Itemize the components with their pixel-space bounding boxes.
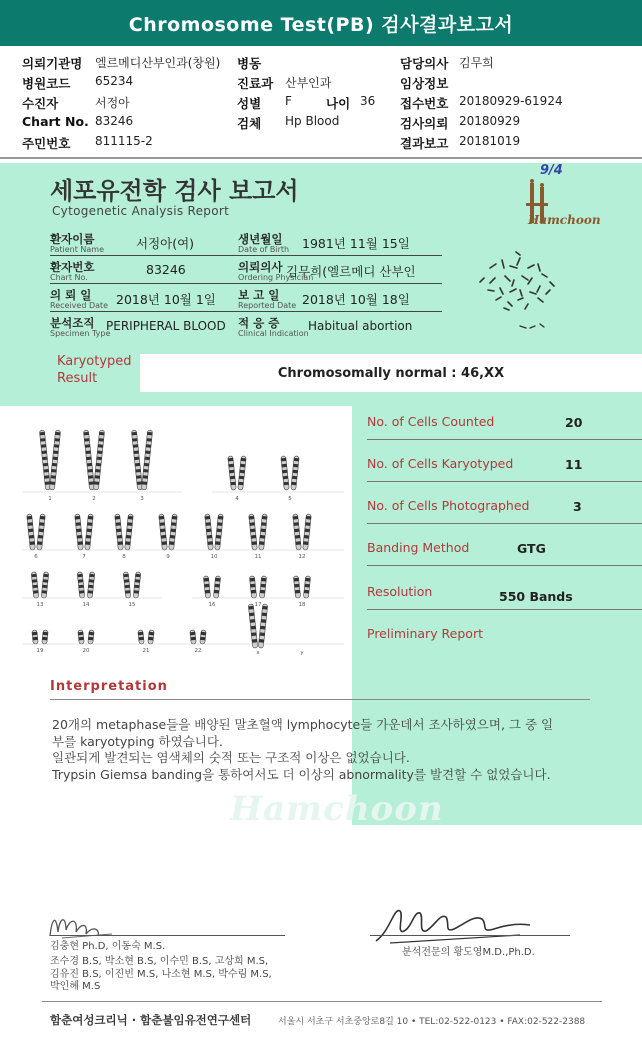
patient-value: 서정아 bbox=[95, 96, 130, 110]
field-divider bbox=[50, 283, 442, 284]
chromosome-number-label: 16 bbox=[208, 602, 216, 608]
stat-divider bbox=[367, 565, 642, 566]
physician-label: 담당의사 bbox=[400, 56, 449, 71]
ordering-physician-label: 의뢰의사 bbox=[238, 260, 283, 274]
chromosome-pair-8 bbox=[115, 514, 134, 550]
chromosome-pair-16 bbox=[203, 576, 220, 598]
report-title-english: Cytogenetic Analysis Report bbox=[52, 204, 230, 218]
chromosome-number-label: 3 bbox=[140, 496, 144, 502]
karyotyped-result-box bbox=[140, 354, 642, 392]
chromosome-number-label: 19 bbox=[36, 648, 44, 654]
chromosome-number-label: 7 bbox=[82, 554, 86, 560]
chromosome-pair-x bbox=[248, 604, 268, 648]
interpretation-text bbox=[52, 717, 592, 783]
chromosome-pair-2 bbox=[83, 430, 104, 490]
chart-no-field-label-en: Chart No. bbox=[50, 273, 88, 282]
accession-value: 20180929-61924 bbox=[459, 94, 563, 108]
metaphase-spread-image bbox=[450, 238, 580, 338]
left-signature-line bbox=[50, 935, 285, 936]
chromosome-pair-21 bbox=[138, 630, 154, 644]
chart-no-label: Chart No. bbox=[22, 114, 89, 129]
stat-label: Resolution bbox=[367, 584, 433, 599]
ward-label: 병동 bbox=[237, 56, 262, 71]
chromosome-pair-13 bbox=[31, 572, 49, 598]
patient-name-label: 환자이름 bbox=[50, 232, 95, 246]
chromosome-pair-14 bbox=[77, 572, 95, 598]
chart-no-value: 83246 bbox=[95, 114, 134, 128]
hospital-code-value: 65234 bbox=[95, 74, 134, 88]
stat-divider bbox=[367, 523, 642, 524]
stat-label: Banding Method bbox=[367, 540, 470, 555]
age-label: 나이 bbox=[326, 96, 351, 111]
chromosome-pair-18 bbox=[293, 576, 310, 598]
chromosome-pair-12 bbox=[293, 514, 312, 550]
stat-cells-photographed bbox=[367, 494, 642, 524]
chromosome-pair-4 bbox=[228, 456, 247, 490]
patient-name-value: 서정아(여) bbox=[136, 236, 195, 251]
info-row-2 bbox=[0, 74, 642, 93]
chromosome-number-label: 17 bbox=[254, 602, 262, 608]
report-title-korean: 세포유전학 검사 보고서 bbox=[50, 177, 299, 205]
specimen-type-value: PERIPHERAL BLOOD bbox=[106, 319, 226, 333]
chromosome-number-label: 12 bbox=[298, 554, 306, 560]
hamchoon-watermark: Hamchoon bbox=[230, 789, 444, 829]
chromosome-number-label: 18 bbox=[298, 602, 306, 608]
staff-line: 김유진 B.S, 이진빈 M.S, 나소현 M.S, 박수림 M.S, bbox=[50, 968, 272, 980]
patient-fields bbox=[50, 231, 442, 343]
request-date-value: 20180929 bbox=[459, 114, 521, 128]
chromosome-number-label: x bbox=[256, 650, 260, 656]
chromosome-number-label: 15 bbox=[128, 602, 136, 608]
sex-label: 성별 bbox=[237, 96, 262, 111]
hospital-code-label: 병원코드 bbox=[22, 76, 71, 91]
karyotyped-label-line2: Result bbox=[57, 371, 98, 386]
result-date-label: 결과보고 bbox=[400, 136, 449, 151]
stat-value: GTG bbox=[517, 541, 546, 556]
field-divider bbox=[50, 255, 442, 256]
stat-cells-counted bbox=[367, 410, 642, 440]
received-date-value: 2018년 10월 1일 bbox=[116, 292, 216, 307]
chromosome-number-label: 21 bbox=[142, 648, 150, 654]
chromosome-number-label: 4 bbox=[235, 496, 239, 502]
interpretation-title: Interpretation bbox=[50, 679, 168, 694]
chromosome-number-label: 13 bbox=[36, 602, 44, 608]
order-info-grid bbox=[0, 50, 642, 160]
chromosome-pair-1 bbox=[39, 430, 60, 490]
info-row-1 bbox=[0, 54, 642, 73]
interpretation-line: 부를 karyotyping 하였습니다. bbox=[52, 733, 223, 749]
stat-label: No. of Cells Photographed bbox=[367, 498, 530, 513]
info-row-3 bbox=[0, 94, 642, 113]
lab-staff-list bbox=[50, 941, 310, 993]
stat-preliminary-report bbox=[367, 622, 642, 652]
clinical-indication-value: Habitual abortion bbox=[308, 319, 413, 333]
ordering-physician-value: 김무희(엘르메디 산부인 bbox=[286, 264, 416, 279]
chromosome-pair-19 bbox=[32, 630, 48, 644]
dob-label: 생년월일 bbox=[238, 232, 283, 246]
sex-value: F bbox=[285, 94, 292, 108]
clinic-address: 서울시 서초구 서초중앙로8길 10 • TEL:02-522-0123 • FAX:02-522-2388 bbox=[278, 1017, 586, 1027]
chromosome-pair-6 bbox=[27, 514, 46, 550]
stat-value: 3 bbox=[573, 499, 582, 514]
chromosome-number-label: 5 bbox=[288, 496, 292, 502]
corner-handwritten-mark: 9/4 bbox=[540, 163, 563, 178]
department-value: 산부인과 bbox=[285, 76, 332, 90]
stat-label: No. of Cells Counted bbox=[367, 414, 495, 429]
chromosome-number-label: 2 bbox=[92, 496, 96, 502]
accession-label: 접수번호 bbox=[400, 96, 449, 111]
age-value: 36 bbox=[360, 94, 376, 108]
right-signature-line bbox=[370, 935, 570, 936]
stat-banding-method bbox=[367, 536, 642, 566]
reported-date-value: 2018년 10월 18일 bbox=[302, 292, 410, 307]
stat-value: 11 bbox=[565, 457, 583, 472]
specimen-type-label: 분석조직 bbox=[50, 316, 95, 330]
physician-value: 김무희 bbox=[459, 56, 494, 70]
chromosome-pair-17 bbox=[249, 576, 266, 598]
stat-label: Preliminary Report bbox=[367, 626, 483, 641]
dob-label-en: Date of Birth bbox=[238, 245, 290, 254]
stat-label: No. of Cells Karyotyped bbox=[367, 456, 514, 471]
stat-divider bbox=[367, 609, 642, 610]
staff-line: 김충현 Ph.D, 이동숙 M.S. bbox=[50, 941, 166, 952]
specimen-type-label-en: Specimen Type bbox=[50, 329, 111, 338]
clinical-info-label: 임상정보 bbox=[400, 76, 449, 91]
chromosome-pair-22 bbox=[190, 630, 206, 644]
karyotyped-result-value: Chromosomally normal : 46,XX bbox=[277, 365, 505, 381]
reported-date-label: 보 고 일 bbox=[238, 288, 280, 302]
interpretation-line: 일관되게 발견되는 염색체의 숫적 또는 구조적 이상은 없었습니다. bbox=[52, 750, 410, 765]
chromosome-number-label: 20 bbox=[82, 648, 90, 654]
chromosome-pair-15 bbox=[123, 572, 141, 598]
karyotyped-label-line1: Karyotyped bbox=[57, 354, 132, 369]
received-date-label-en: Received Date bbox=[50, 301, 109, 310]
right-signature-icon bbox=[370, 901, 550, 949]
chromosome-number-label: 14 bbox=[82, 602, 90, 608]
cytogenetic-report-sheet bbox=[0, 163, 642, 1038]
institution-label: 의뢰기관명 bbox=[22, 56, 83, 71]
hamchoon-logo-text: Hamchoon bbox=[528, 213, 601, 227]
chart-no-field-label: 환자번호 bbox=[50, 260, 95, 274]
chromosome-number-label: 1 bbox=[48, 496, 52, 502]
interpretation-divider bbox=[50, 699, 590, 700]
chromosome-pair-11 bbox=[249, 514, 268, 550]
chromosome-pair-9 bbox=[159, 514, 178, 550]
info-row-5 bbox=[0, 134, 642, 153]
request-date-label: 검사의뢰 bbox=[400, 116, 449, 131]
stat-divider bbox=[367, 439, 642, 440]
chromosome-number-label: 22 bbox=[194, 648, 202, 654]
chart-no-field-value: 83246 bbox=[146, 262, 186, 277]
specimen-label: 검체 bbox=[237, 116, 262, 131]
stat-value: 550 Bands bbox=[499, 589, 573, 604]
footer-divider bbox=[42, 1001, 602, 1002]
interpretation-line: Trypsin Giemsa banding을 통하여서도 더 이상의 abnormality를 발견할 수 없었습니다. bbox=[52, 766, 551, 782]
header-divider bbox=[0, 157, 642, 159]
chromosome-number-label: 8 bbox=[122, 554, 126, 560]
chromosome-pair-5 bbox=[281, 456, 300, 490]
chromosome-number-label: 9 bbox=[166, 554, 170, 560]
result-date-value: 20181019 bbox=[459, 134, 521, 148]
stat-value: 20 bbox=[565, 415, 583, 430]
info-row-4 bbox=[0, 114, 642, 133]
report-title: Chromosome Test(PB) 검사결과보고서 bbox=[128, 13, 514, 36]
specimen-value: Hp Blood bbox=[285, 114, 340, 128]
chromosome-number-label: 11 bbox=[254, 554, 262, 560]
chromosome-number-label: y bbox=[300, 650, 304, 656]
specialist-signature-name: 분석전문의 황도영M.D.,Ph.D. bbox=[402, 947, 535, 958]
interpretation-line: 20개의 metaphase들을 배양된 말초혈액 lymphocyte들 가운데서 조사하였으며, 그 중 일 bbox=[52, 717, 554, 732]
chromosome-pair-20 bbox=[78, 630, 94, 644]
mint-background-band bbox=[0, 400, 352, 406]
patient-name-label-en: Patient Name bbox=[50, 245, 104, 254]
clinical-indication-label-en: Clinical Indication bbox=[238, 329, 309, 338]
field-divider bbox=[50, 311, 442, 312]
stat-cells-karyotyped bbox=[367, 452, 642, 482]
report-title-bar bbox=[0, 0, 642, 46]
chromosome-pair-7 bbox=[75, 514, 94, 550]
staff-line: 박인혜 M.S bbox=[50, 980, 101, 992]
institution-value: 엘르메디산부인과(창원) bbox=[95, 56, 221, 70]
karyotyped-result-label bbox=[57, 353, 132, 387]
received-date-label: 의 뢰 일 bbox=[50, 288, 92, 302]
patient-label: 수진자 bbox=[22, 96, 59, 111]
clinical-indication-label: 적 응 증 bbox=[238, 316, 280, 330]
resident-no-label: 주민번호 bbox=[22, 136, 71, 151]
ordering-physician-label-en: Ordering Physician bbox=[238, 273, 314, 282]
clinic-name: 함춘여성크리닉 · 함춘불임유전연구센터 bbox=[50, 1013, 252, 1027]
chromosome-pair-3 bbox=[131, 430, 152, 490]
department-label: 진료과 bbox=[237, 76, 274, 91]
resident-no-value: 811115-2 bbox=[95, 134, 153, 148]
chromosome-number-label: 6 bbox=[34, 554, 38, 560]
chromosome-number-label: 10 bbox=[210, 554, 218, 560]
staff-line: 조수경 B.S, 박소현 B.S, 이수민 B.S, 고상희 M.S, bbox=[50, 956, 269, 968]
stat-resolution bbox=[367, 580, 642, 610]
stat-divider bbox=[367, 481, 642, 482]
dob-value: 1981년 11월 15일 bbox=[302, 236, 410, 251]
reported-date-label-en: Reported Date bbox=[238, 301, 297, 310]
chromosome-pair-10 bbox=[205, 514, 224, 550]
